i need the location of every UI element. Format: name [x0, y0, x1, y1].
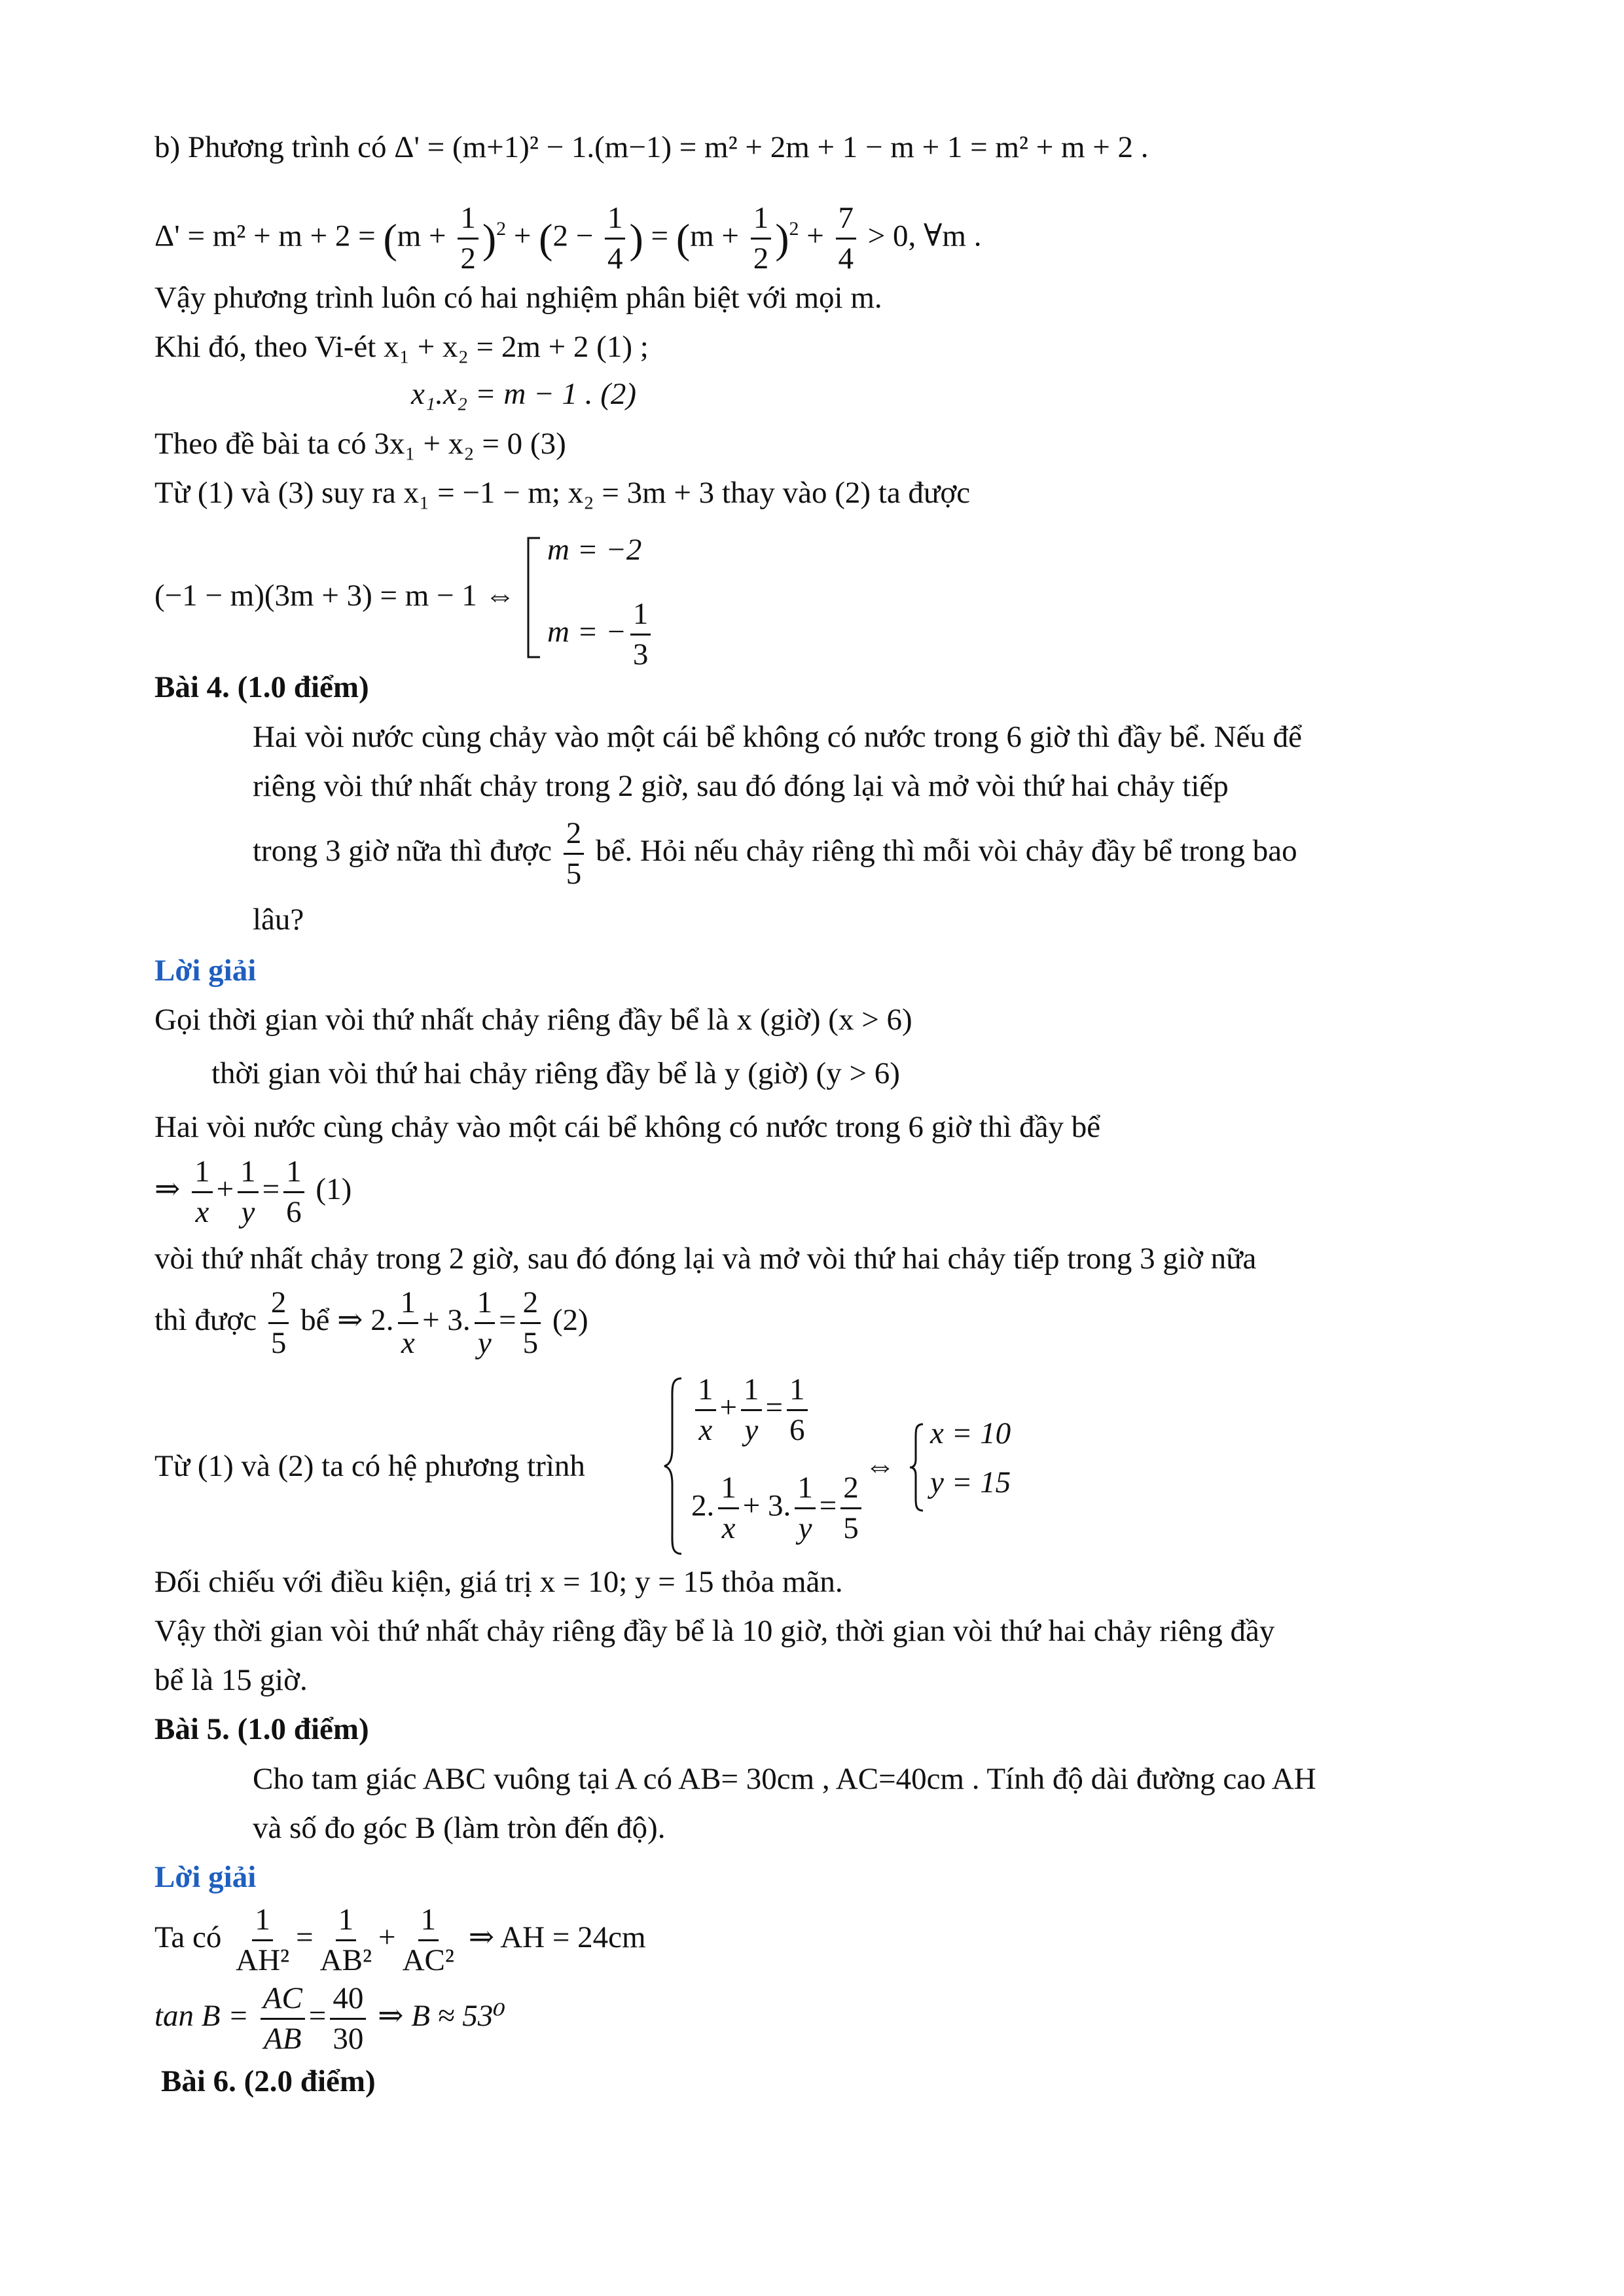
solution4-eq-2: thì được $\frac{2}{5}$ bể ⇒ 2. $\frac{1}{x}$ + 3. $\frac{1}{y}$ = $\frac{2}{5}$ (2) [154, 1285, 588, 1360]
line-vieta-2: x₁.x₂ = m − 1 . (2) [411, 377, 637, 411]
line-condition: Theo đề bài ta có 3x₁ + x₂ = 0 (3) [154, 427, 566, 461]
line-delta-expand: Δ' = m² + m + 2 = (m + $\frac{1}{2}$ )$^2$ + (2 − $\frac{1}{4}$ ) = (m + $\frac{1}{2}$ )$^2$ + $\frac{7}{4}$ > 0, ∀m . [154, 201, 982, 276]
case-1: m = −2 [547, 533, 642, 567]
bai4-text-4: lâu? [253, 903, 304, 937]
solution4-line-1: Gọi thời gian vòi thứ nhất chảy riêng đầy bể là x (giờ) (x > 6) [154, 1003, 912, 1037]
fraction-7-4: $\frac{7}{4}$ [836, 203, 857, 274]
system-brace-left [662, 1376, 685, 1556]
solution4-line-2: thời gian vòi thứ hai chảy riêng đầy bể là y (giờ) (y > 6) [211, 1056, 900, 1090]
solution-label-5: Lời giải [154, 1860, 257, 1894]
fraction-1-2: $\frac{1}{2}$ [458, 203, 478, 274]
system-equiv: ⇔ [865, 1449, 895, 1483]
system-brace-right [907, 1422, 927, 1513]
solution4-eq-1: ⇒ $\frac{1}{x}$ + $\frac{1}{y}$ = $\frac{1}{6}$ (1) [154, 1154, 352, 1229]
bai4-heading: Bài 4. (1.0 điểm) [154, 670, 369, 704]
bai4-text-3: trong 3 giờ nữa thì được $\frac{2}{5}$ bể. Hỏi nếu chảy riêng thì mỗi vòi chảy đầy bể trong bao [253, 816, 1297, 891]
system-x: x = 10 [930, 1416, 1011, 1450]
bai5-text-1: Cho tam giác ABC vuông tại A có AB= 30cm , AC=40cm . Tính độ dài đường cao AH [253, 1762, 1316, 1796]
line-vieta-1: Khi đó, theo Vi-ét x₁ + x₂ = 2m + 2 (1) ; [154, 330, 649, 364]
system-y: y = 15 [930, 1465, 1011, 1499]
line-delta: b) Phương trình có Δ' = (m+1)² − 1.(m−1) = m² + 2m + 1 − m + 1 = m² + m + 2 . [154, 130, 1149, 164]
fraction-1-2b: $\frac{1}{2}$ [751, 203, 772, 274]
delta-expand-prefix: Δ' = m² + m + 2 = [154, 219, 376, 253]
solution4-line-10: bể là 15 giờ. [154, 1663, 308, 1697]
bai4-text-2: riêng vòi thứ nhất chảy trong 2 giờ, sau đó đóng lại và mở vòi thứ hai chảy tiếp [253, 769, 1229, 803]
solution4-line-8: Đối chiếu với điều kiện, giá trị x = 10; y = 15 thỏa mãn. [154, 1565, 843, 1599]
system-eq-2: 2. $\frac{1}{x}$ + 3. $\frac{1}{y}$ = $\frac{2}{5}$ [691, 1473, 865, 1544]
solution4-line-5: vòi thứ nhất chảy trong 2 giờ, sau đó đóng lại và mở vòi thứ hai chảy tiếp trong 3 giờ nữa [154, 1242, 1257, 1276]
solution4-line-9: Vậy thời gian vòi thứ nhất chảy riêng đầy bể là 10 giờ, thời gian vòi thứ hai chảy riêng đầy [154, 1614, 1275, 1648]
line-derive: Từ (1) và (3) suy ra x₁ = −1 − m; x₂ = 3m + 3 thay vào (2) ta được [154, 476, 971, 510]
cases-bracket [524, 535, 544, 660]
solution5-eq-2: tan B = $\frac{AC}{AB}$ = $\frac{40}{30}$ ⇒ B ≈ 53⁰ [154, 1981, 506, 2056]
fraction-1-4: $\frac{1}{4}$ [605, 203, 626, 274]
cases-left: (−1 − m)(3m + 3) = m − 1 ⇔ [154, 579, 516, 613]
bai4-text-1: Hai vòi nước cùng chảy vào một cái bể không có nước trong 6 giờ thì đầy bể. Nếu để [253, 720, 1302, 754]
system-eq-1: $\frac{1}{x}$ + $\frac{1}{y}$ = $\frac{1}{6}$ [691, 1374, 812, 1446]
bai5-text-2: và số đo góc B (làm tròn đến độ). [253, 1811, 666, 1845]
solution-label-4: Lời giải [154, 954, 257, 988]
system-prefix: Từ (1) và (2) ta có hệ phương trình [154, 1449, 585, 1483]
line-conclusion: Vậy phương trình luôn có hai nghiệm phân biệt với mọi m. [154, 281, 882, 315]
case-2: m = − $\frac{1}{3}$ [547, 599, 655, 670]
fraction-2-5: $\frac{2}{5}$ [564, 818, 585, 889]
solution4-line-3: Hai vòi nước cùng chảy vào một cái bể không có nước trong 6 giờ thì đầy bể [154, 1110, 1101, 1144]
bai5-heading: Bài 5. (1.0 điểm) [154, 1712, 369, 1746]
fraction-1-3: $\frac{1}{3}$ [630, 599, 651, 670]
solution5-eq-1: Ta có $\frac{1}{\text{AH²}}$ = $\frac{1}{\text{AB²}}$ + $\frac{1}{\text{AC²}}$ ⇒ AH = 24cm [154, 1902, 646, 1977]
delta-expand-suffix: > 0, ∀m . [867, 219, 982, 253]
bai6-heading: Bài 6. (2.0 điểm) [161, 2064, 376, 2098]
